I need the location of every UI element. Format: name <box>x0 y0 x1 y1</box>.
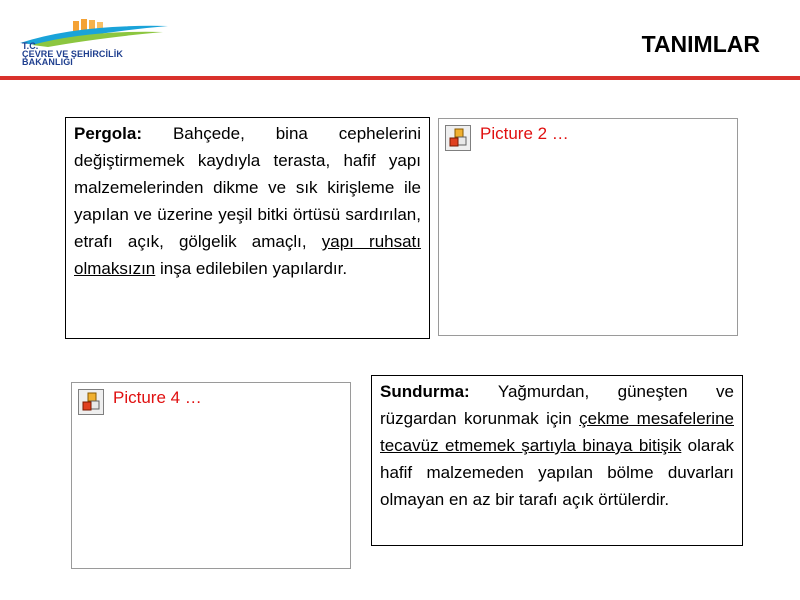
sundurma-underlined-text: çekme mesafelerine tecavüz etmemek şartıyla binaya bitişik <box>380 409 734 455</box>
picture-2-label: Picture 2 … <box>480 124 569 143</box>
ministry-logo <box>18 18 178 76</box>
logo-line-1: T.C. <box>22 41 39 51</box>
page-title: TANIMLAR <box>641 31 760 57</box>
picture-2-placeholder <box>438 118 738 336</box>
sundurma-text-2: olarak hafif malzemeden yapılan bölme duvarları olmayan en az bir tarafı açık örtülerdir. <box>380 436 734 509</box>
pergola-definition-box <box>65 117 430 339</box>
pergola-text-2: inşa edilebilen yapılardır. <box>155 259 348 278</box>
pergola-text-1: Bahçede, bina cephelerini değiştirmemek kaydıyla terasta, hafif yapı malzemelerinden dikme ve sık kirişleme ile yapılan ve üzerine yeşil bitki örtüsü sardırılan, etrafı açık, gölgelik amaçlı, <box>74 124 421 251</box>
pergola-term: Pergola: <box>74 124 143 143</box>
picture-4-placeholder <box>71 382 351 569</box>
picture-placeholder-icon <box>445 125 471 151</box>
sundurma-definition-box <box>371 375 743 546</box>
header-divider <box>0 76 800 80</box>
sundurma-text-1: Yağmurdan, güneşten ve rüzgardan korunmak için <box>380 382 734 428</box>
picture-4-label: Picture 4 … <box>113 388 202 407</box>
sundurma-term: Sundurma: <box>380 382 470 401</box>
logo-line-2: ÇEVRE VE ŞEHİRCİLİK <box>22 49 123 59</box>
logo-line-3: BAKANLIĞI <box>22 57 73 67</box>
logo-text <box>22 42 123 66</box>
pergola-underlined-text: yapı ruhsatı olmaksızın <box>74 232 421 278</box>
picture-placeholder-icon <box>78 389 104 415</box>
